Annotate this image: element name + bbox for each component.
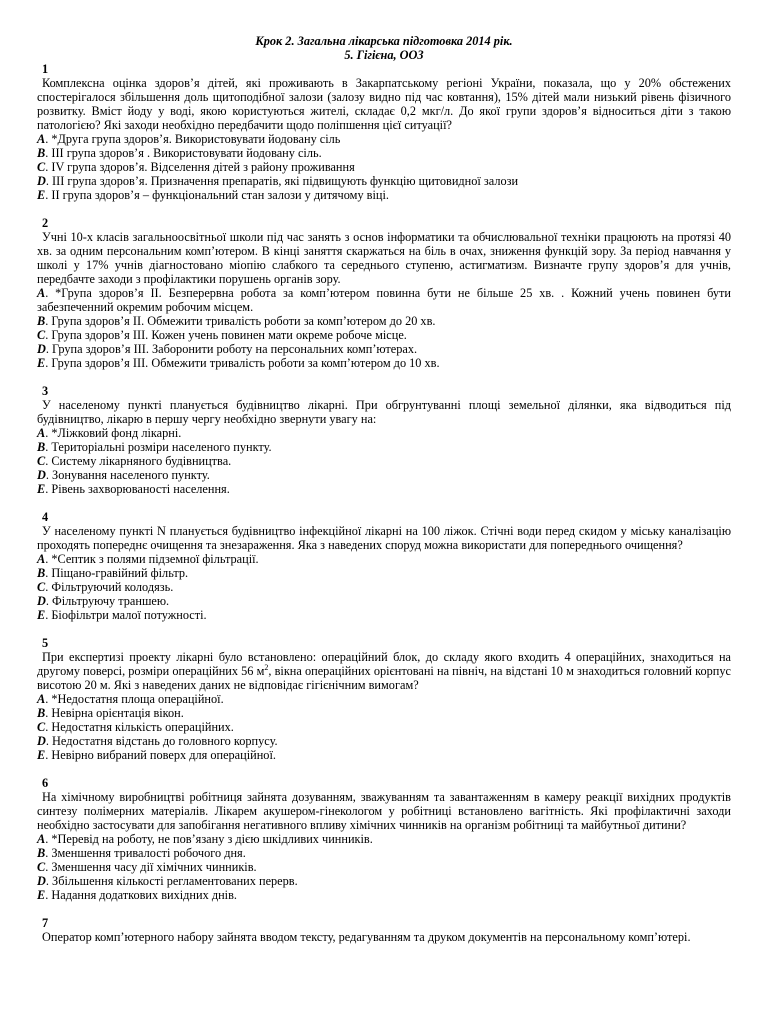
option-text: . Біофільтри малої потужності. — [45, 608, 207, 622]
option-d — [37, 734, 731, 748]
option-text: . *Перевід на роботу, не пов’язану з дією шкідливих чинників. — [45, 832, 373, 846]
document-subtitle: 5. Гігієна, ООЗ — [344, 48, 424, 62]
option-text: . Зменшення часу дії хімічних чинників. — [45, 860, 257, 874]
option-e — [37, 748, 731, 762]
option-letter: B — [37, 440, 46, 454]
option-text: . Фільтруючу траншею. — [45, 594, 170, 608]
question-number: 3 — [42, 384, 49, 398]
option-c — [37, 160, 731, 174]
question-text: У населеному пункті планується будівництво лікарні. При обгрунтуванні площі земельної ділянки, яка відводиться під будівництво, лікарю в першу чергу необхідно звернути увагу на: — [37, 398, 731, 426]
option-letter: A — [37, 286, 46, 300]
option-letter: E — [37, 188, 46, 202]
option-text: . Надання додаткових вихідних днів. — [45, 888, 237, 902]
option-letter: E — [37, 482, 46, 496]
option-b — [37, 846, 731, 860]
option-b — [37, 440, 731, 454]
option-e — [37, 188, 731, 202]
question-text: Комплексна оцінка здоров’я дітей, які проживають в Закарпатському регіоні України, показала, що у 20% обстежених спостерігалося збільшення доль щитоподібної залози (залозу видно під час ковтання), 15% дітей мали низький рівень фізичного розвитку. Вміст йоду у воді, якою користуються жителі, складає 0,2 мкг/л. До якої групи здоров’я відноситься діти з такою патологією? Які заходи необхідно передбачити щодо поліпшення цієї ситуації? — [37, 76, 731, 132]
option-a — [37, 132, 731, 146]
option-e — [37, 356, 731, 370]
option-text: . Збільшення кількості регламентованих перерв. — [45, 874, 298, 888]
option-text: . Територіальні розміри населеного пункту. — [45, 440, 272, 454]
option-text: . Зонування населеного пункту. — [45, 468, 210, 482]
option-letter: B — [37, 146, 46, 160]
option-a — [37, 832, 731, 846]
option-text: . *Септик з полями підземної фільтрації. — [45, 552, 259, 566]
question-text: Оператор комп’ютерного набору зайнята вводом тексту, редагуванням та друком документів на персональному комп’ютері. — [42, 930, 691, 944]
option-e — [37, 482, 731, 496]
option-letter: A — [37, 132, 46, 146]
option-letter: C — [37, 860, 46, 874]
option-b — [37, 146, 731, 160]
option-a — [37, 286, 731, 314]
question-number: 2 — [42, 216, 49, 230]
option-text: . Недостатня кількість операційних. — [45, 720, 234, 734]
option-text: . III група здоров’я. Призначення препаратів, які підвищують функцію щитовидної залози — [45, 174, 519, 188]
superscript: 2 — [264, 662, 269, 672]
option-letter: C — [37, 454, 46, 468]
option-text: . *Друга група здоров’я. Використовувати йодовану сіль — [45, 132, 341, 146]
option-text: . Група здоров’я III. Заборонити роботу на персональних комп’ютерах. — [45, 342, 418, 356]
option-text: . Піщано-гравійний фільтр. — [45, 566, 189, 580]
option-text: . Група здоров’я III. Кожен учень повинен мати окреме робоче місце. — [45, 328, 407, 342]
option-letter: E — [37, 356, 46, 370]
option-letter: D — [37, 874, 46, 888]
option-letter: E — [37, 748, 46, 762]
option-text: . Недостатня відстань до головного корпусу. — [45, 734, 278, 748]
question-1 — [37, 62, 731, 202]
option-letter: A — [37, 552, 46, 566]
option-text: . Рівень захворюваності населення. — [45, 482, 230, 496]
option-letter: D — [37, 468, 46, 482]
option-letter: B — [37, 314, 46, 328]
option-letter: D — [37, 342, 46, 356]
option-c — [37, 860, 731, 874]
question-3 — [37, 384, 731, 496]
option-letter: C — [37, 580, 46, 594]
option-e — [37, 888, 731, 902]
option-letter: E — [37, 888, 46, 902]
option-d — [37, 594, 731, 608]
option-letter: B — [37, 846, 46, 860]
option-d — [37, 174, 731, 188]
question-number: 5 — [42, 636, 49, 650]
option-b — [37, 706, 731, 720]
option-a — [37, 426, 731, 440]
option-text: . Зменшення тривалості робочого дня. — [45, 846, 246, 860]
option-text: . IV група здоров’я. Відселення дітей з району проживання — [45, 160, 355, 174]
option-d — [37, 468, 731, 482]
question-2 — [37, 216, 731, 370]
option-e — [37, 608, 731, 622]
option-b — [37, 566, 731, 580]
option-d — [37, 874, 731, 888]
document-title: Крок 2. Загальна лікарська підготовка 2014 рік. — [255, 34, 513, 48]
option-text: . Група здоров’я III. Обмежити тривалість роботи за комп’ютером до 10 хв. — [45, 356, 440, 370]
question-text: У населеному пункті N планується будівництво інфекційної лікарні на 100 ліжок. Стічні води перед скидом у міську каналізацію проходять попереднє очищення та знезараження. Яка з наведених споруд можна використати для попереднього очищення? — [37, 524, 731, 552]
option-letter: C — [37, 160, 46, 174]
question-number: 7 — [42, 916, 49, 930]
option-letter: D — [37, 734, 46, 748]
option-text: . *Недостатня площа операційної. — [45, 692, 224, 706]
option-text: . Невірна орієнтація вікон. — [45, 706, 184, 720]
question-7 — [37, 916, 731, 944]
option-text: . III група здоров’я . Використовувати йодовану сіль. — [45, 146, 322, 160]
question-number: 1 — [42, 62, 49, 76]
option-letter: C — [37, 720, 46, 734]
option-text: . *Група здоров’я II. Безперервна робота за комп’ютером повинна бути не більше 25 хв. . Кожний учень повинен бути забезпеченний окремим робочим місцем. — [37, 286, 731, 314]
option-text: . *Ліжковий фонд лікарні. — [45, 426, 182, 440]
question-4 — [37, 510, 731, 622]
question-6 — [37, 776, 731, 902]
option-letter: A — [37, 426, 46, 440]
option-letter: B — [37, 566, 46, 580]
question-text-part: При експертизі проекту лікарні було встановлено: операційний блок, до складу якого входить 4 операційних, знаходиться на другому поверсі, розміри операційних 56 м — [37, 650, 731, 678]
question-text: На хімічному виробництві робітниця зайнята дозуванням, зважуванням та завантаженням в камеру реакції вихідних продуктів синтезу полімерних матеріалів. Лікарем акушером-гінекологом у робітниці встановлено вагітність. Які профілактичні заходи необхідно застосувати для запобігання негативного впливу хімічних чинників на організм робітниці та майбутньої дитини? — [37, 790, 731, 832]
option-letter: A — [37, 692, 46, 706]
option-letter: C — [37, 328, 46, 342]
option-a — [37, 692, 731, 706]
option-text: . II група здоров’я – функціональний стан залози у дитячому віці. — [45, 188, 389, 202]
question-text-part: , вікна операційних орієнтовані на північ, на відстані 10 м знаходиться головний корпус висотою 20 м. Які з наведених даних не відповідає гігієнічним вимогам? — [37, 664, 731, 692]
question-text — [37, 650, 731, 692]
option-c — [37, 454, 731, 468]
option-text: . Невірно вибраний поверх для операційної. — [45, 748, 276, 762]
option-letter: D — [37, 174, 46, 188]
option-b — [37, 314, 731, 328]
option-text: . Група здоров’я II. Обмежити тривалість роботи за комп’ютером до 20 хв. — [45, 314, 436, 328]
option-letter: E — [37, 608, 46, 622]
option-text: . Систему лікарняного будівництва. — [45, 454, 232, 468]
option-letter: D — [37, 594, 46, 608]
option-c — [37, 328, 731, 342]
option-c — [37, 720, 731, 734]
option-letter: A — [37, 832, 46, 846]
option-text: . Фільтруючий колодязь. — [45, 580, 174, 594]
question-number: 4 — [42, 510, 49, 524]
option-letter: B — [37, 706, 46, 720]
question-number: 6 — [42, 776, 49, 790]
option-a — [37, 552, 731, 566]
option-c — [37, 580, 731, 594]
question-text: Учні 10-х класів загальноосвітньої школи під час занять з основ інформатики та обчислювальної техніки працюють на протязі 40 хв. за одним персональним комп’ютером. В кінці заняття скаржаться на біль в очах, зниження функцій зору. За період навчання у школі у 17% учнів діагностовано міопію слабкого та середнього ступеню, астигматизм. Визначте групу здоров’я для учнів, передбачте заходи з профілактики порушень органів зору. — [37, 230, 731, 286]
option-d — [37, 342, 731, 356]
question-5 — [37, 636, 731, 762]
